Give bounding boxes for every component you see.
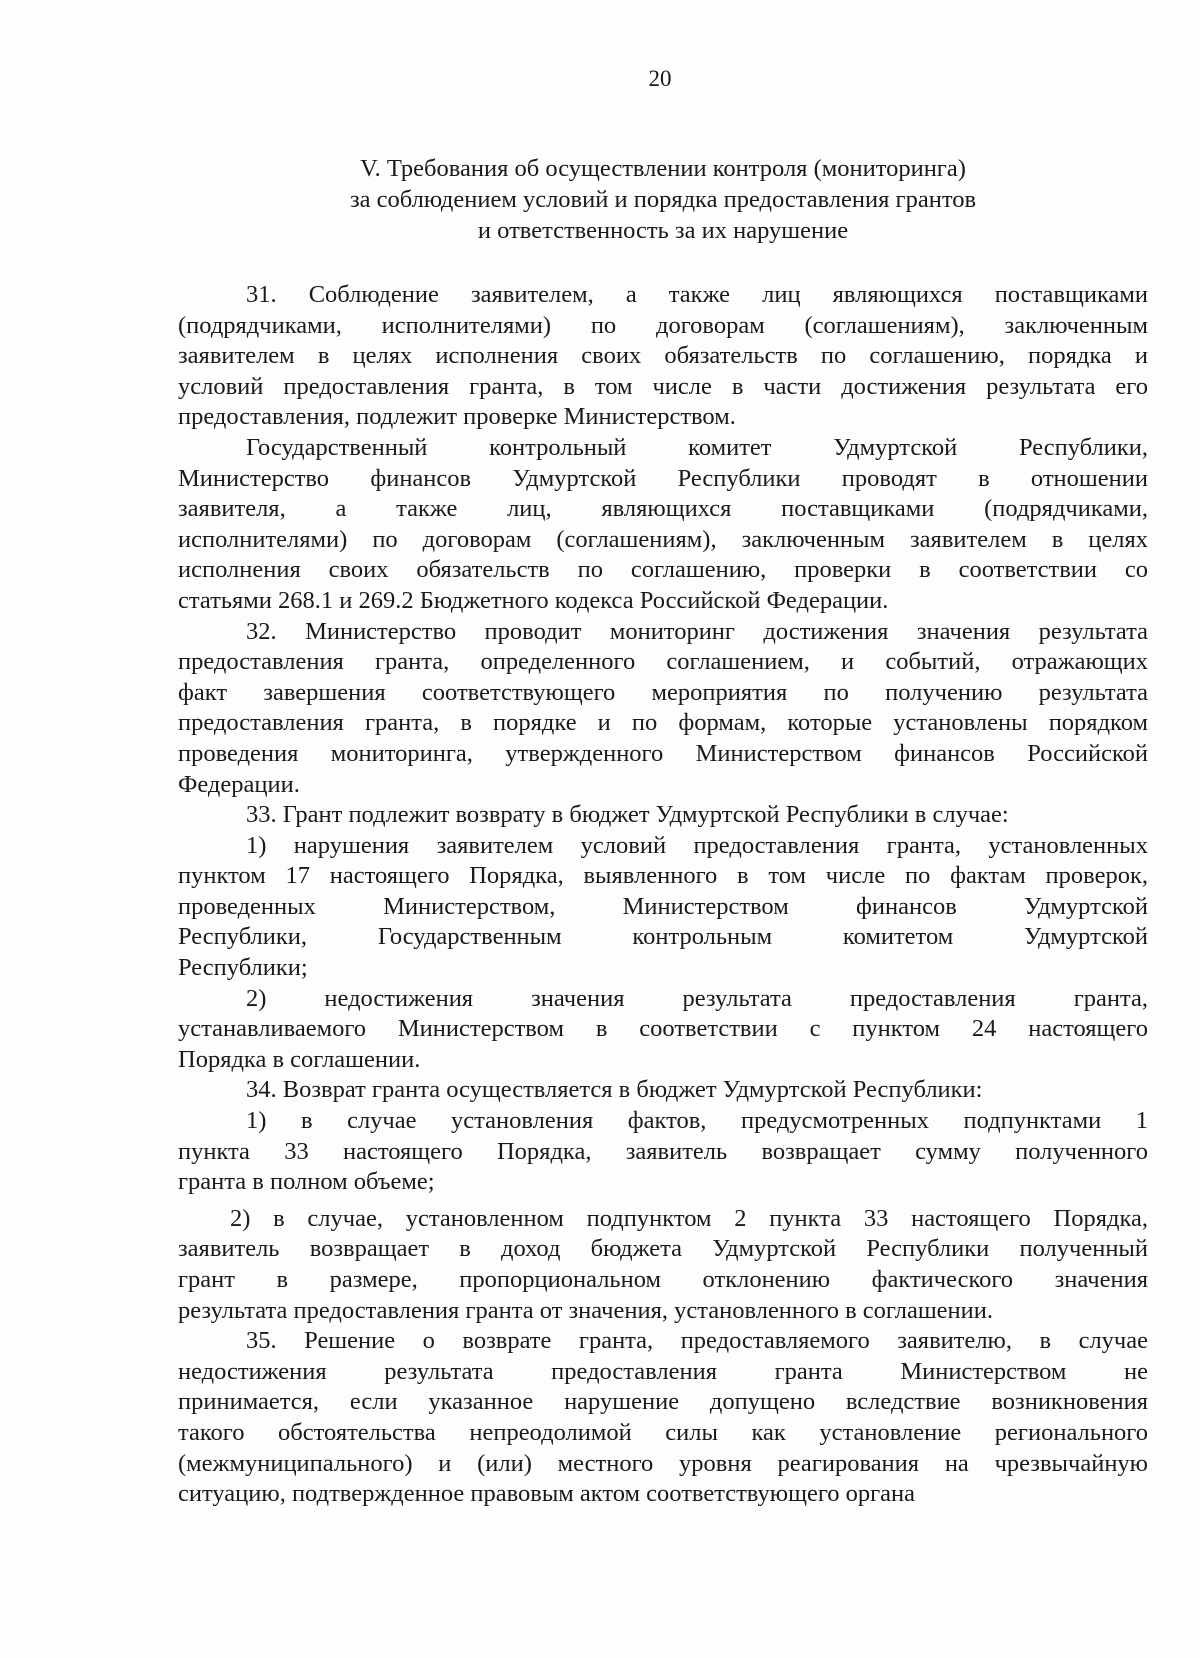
paragraph-line: 33. Грант подлежит возврату в бюджет Удмуртской Республики в случае: bbox=[246, 801, 1009, 829]
paragraph-line: Республики, Государственным контрольным комитетом Удмуртской bbox=[178, 923, 1148, 951]
paragraph-line: Государственный контрольный комитет Удмуртской Республики, bbox=[246, 433, 1148, 461]
paragraph-line: ситуацию, подтвержденное правовым актом соответствующего органа bbox=[178, 1480, 916, 1508]
paragraph-line: условий предоставления гранта, в том числе в части достижения результата его bbox=[178, 372, 1148, 400]
paragraph-line: проведения мониторинга, утвержденного Министерством финансов Российской bbox=[178, 739, 1148, 767]
paragraph-line: недостижения результата предоставления гранта Министерством не bbox=[178, 1357, 1148, 1385]
heading-line: и ответственность за их нарушение bbox=[477, 217, 849, 244]
paragraph-line: результата предоставления гранта от значения, установленного в соглашении. bbox=[178, 1296, 994, 1324]
paragraph-line: принимается, если указанное нарушение допущено вследствие возникновения bbox=[178, 1388, 1148, 1416]
paragraph bbox=[178, 831, 1148, 984]
paragraph-line: заявителя, а также лиц, являющихся поставщиками (подрядчиками, bbox=[178, 495, 1148, 523]
heading-line: V. Требования об осуществлении контроля (мониторинга) bbox=[360, 155, 966, 182]
paragraph-line: 1) нарушения заявителем условий предоставления гранта, установленных bbox=[246, 831, 1148, 859]
paragraph-line: пункта 33 настоящего Порядка, заявитель возвращает сумму полученного bbox=[178, 1137, 1148, 1165]
paragraph-line: (межмуниципального) и (или) местного уровня реагирования на чрезвычайную bbox=[178, 1449, 1148, 1477]
paragraph-line: 1) в случае установления фактов, предусмотренных подпунктами 1 bbox=[246, 1107, 1148, 1135]
paragraph bbox=[178, 984, 1148, 1076]
paragraph bbox=[178, 1075, 1148, 1106]
paragraph-line: 34. Возврат гранта осуществляется в бюджет Удмуртской Республики: bbox=[246, 1076, 983, 1104]
paragraph-line: 32. Министерство проводит мониторинг достижения значения результата bbox=[246, 617, 1148, 645]
paragraph-line: устанавливаемого Министерством в соответствии с пунктом 24 настоящего bbox=[178, 1015, 1148, 1043]
paragraph bbox=[178, 617, 1148, 801]
paragraph-line: заявитель возвращает в доход бюджета Удмуртской Республики полученный bbox=[178, 1235, 1148, 1263]
paragraph bbox=[178, 1204, 1148, 1326]
paragraph-line: грант в размере, пропорциональном отклонению фактического значения bbox=[178, 1266, 1148, 1293]
paragraph-line: предоставления, подлежит проверке Министерством. bbox=[178, 403, 736, 431]
paragraph-line: предоставления гранта, определенного соглашением, и событий, отражающих bbox=[178, 648, 1148, 676]
paragraph bbox=[178, 1106, 1148, 1198]
paragraph-line: 31. Соблюдение заявителем, а также лиц являющихся поставщиками bbox=[246, 281, 1148, 308]
paragraph-line: проведенных Министерством, Министерством финансов Удмуртской bbox=[178, 892, 1148, 920]
heading-line: за соблюдением условий и порядка предоставления грантов bbox=[349, 186, 977, 213]
paragraph-line: исполнителями) по договорам (соглашениям), заключенным заявителем в целях bbox=[178, 525, 1148, 553]
paragraph-line: 2) в случае, установленном подпунктом 2 пункта 33 настоящего Порядка, bbox=[230, 1204, 1148, 1232]
paragraph bbox=[178, 800, 1148, 831]
paragraph-line: 35. Решение о возврате гранта, предоставляемого заявителю, в случае bbox=[246, 1327, 1148, 1355]
paragraph bbox=[178, 433, 1148, 617]
paragraph-line: исполнения своих обязательств по соглашению, проверки в соответствии со bbox=[178, 556, 1148, 584]
paragraph-line: предоставления гранта, в порядке и по формам, которые установлены порядком bbox=[178, 709, 1148, 737]
document-body bbox=[178, 280, 1148, 1510]
paragraph-line: (подрядчиками, исполнителями) по договорам (соглашениям), заключенным bbox=[178, 311, 1148, 339]
paragraph-line: такого обстоятельства непреодолимой силы как установление регионального bbox=[178, 1418, 1148, 1446]
paragraph-line: Порядка в соглашении. bbox=[178, 1045, 421, 1073]
paragraph-line: Республики; bbox=[178, 954, 308, 982]
paragraph-line: факт завершения соответствующего мероприятия по получению результата bbox=[178, 678, 1148, 706]
section-heading bbox=[178, 153, 1148, 246]
paragraph-line: гранта в полном объеме; bbox=[178, 1168, 435, 1196]
paragraph bbox=[178, 1326, 1148, 1510]
page-number: 20 bbox=[648, 66, 672, 91]
paragraph-line: статьями 268.1 и 269.2 Бюджетного кодекса Российской Федерации. bbox=[178, 586, 889, 614]
paragraph-line: Министерство финансов Удмуртской Республики проводят в отношении bbox=[178, 464, 1148, 492]
paragraph-line: пунктом 17 настоящего Порядка, выявленного в том числе по фактам проверок, bbox=[178, 862, 1148, 890]
paragraph bbox=[178, 280, 1148, 433]
paragraph-line: заявителем в целях исполнения своих обязательств по соглашению, порядка и bbox=[178, 342, 1148, 370]
paragraph-line: Федерации. bbox=[178, 770, 300, 798]
paragraph-line: 2) недостижения значения результата предоставления гранта, bbox=[246, 984, 1148, 1012]
